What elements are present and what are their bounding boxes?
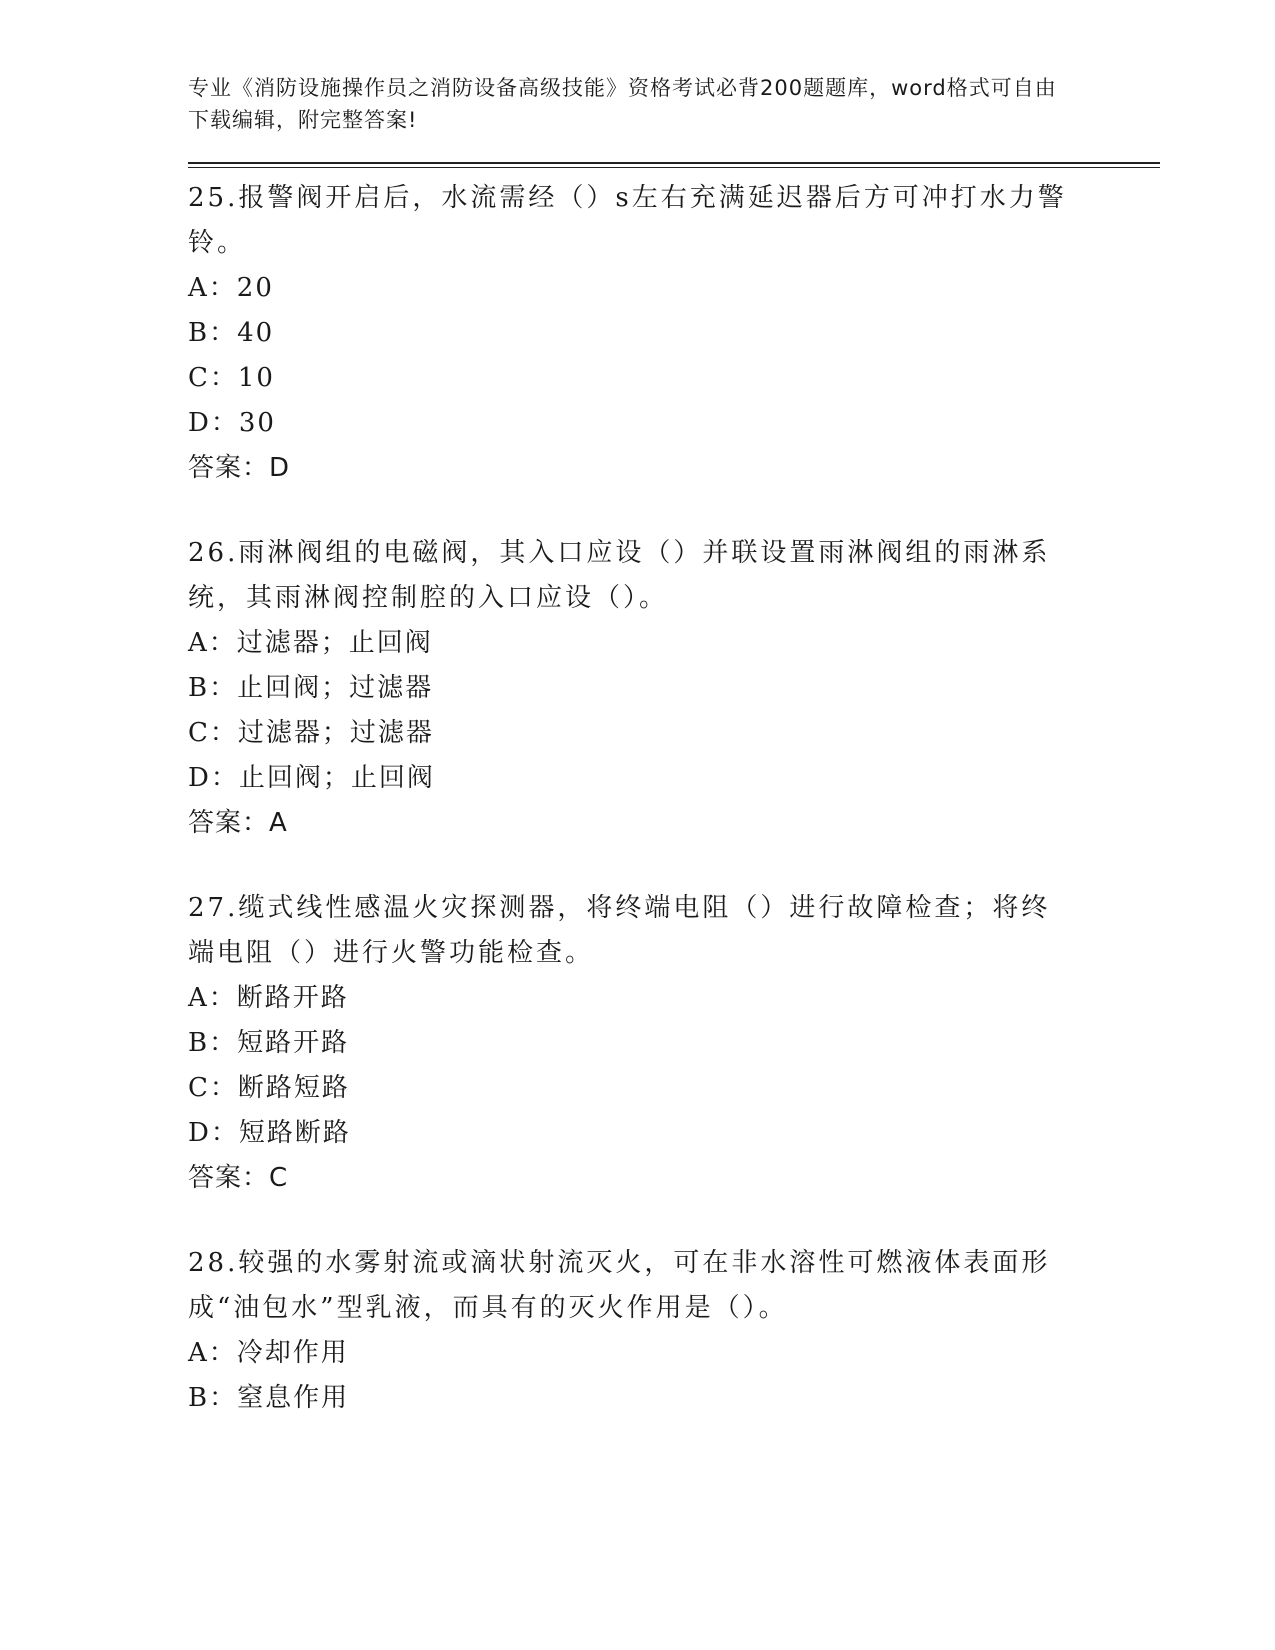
option-b: B：短路开路 [188, 1028, 350, 1058]
option-b: B：窒息作用 [188, 1383, 350, 1413]
option-a: A：过滤器；止回阀 [188, 628, 433, 658]
option-a: A：冷却作用 [188, 1338, 349, 1368]
question-stem: 25.报警阀开启后，水流需经（）s左右充满延迟器后方可冲打水力警铃。 [188, 183, 1067, 258]
option-c: C：断路短路 [188, 1073, 350, 1103]
option-d: D：短路断路 [188, 1118, 351, 1148]
question-25 [188, 176, 1160, 491]
question-stem: 27.缆式线性感温火灾探测器，将终端电阻（）进行故障检查；将终端电阻（）进行火警功能检查。 [188, 893, 1051, 968]
answer-line: 答案：A [188, 808, 288, 838]
answer-line: 答案：D [188, 453, 291, 483]
option-b: B：止回阀；过滤器 [188, 673, 434, 703]
option-a: A：断路开路 [188, 983, 349, 1013]
question-stem: 28.较强的水雾射流或滴状射流灭火，可在非水溶性可燃液体表面形成“油包水”型乳液，而具有的灭火作用是（）。 [188, 1248, 1051, 1323]
question-stem: 26.雨淋阀组的电磁阀，其入口应设（）并联设置雨淋阀组的雨淋系统，其雨淋阀控制腔的入口应设（）。 [188, 538, 1051, 613]
option-c: C：10 [188, 363, 275, 393]
option-d: D：止回阀；止回阀 [188, 763, 435, 793]
answer-line: 答案：C [188, 1163, 289, 1193]
option-b: B：40 [188, 318, 275, 348]
question-26 [188, 531, 1160, 846]
document-header: 专业《消防设施操作员之消防设备高级技能》资格考试必背200题题库，word格式可自由下载编辑，附完整答案! [188, 76, 1057, 132]
header-divider [188, 162, 1160, 168]
question-27 [188, 886, 1160, 1201]
option-c: C：过滤器；过滤器 [188, 718, 434, 748]
question-28 [188, 1241, 1160, 1421]
option-a: A：20 [188, 273, 274, 303]
document-page [188, 72, 1160, 1421]
option-d: D：30 [188, 408, 276, 438]
